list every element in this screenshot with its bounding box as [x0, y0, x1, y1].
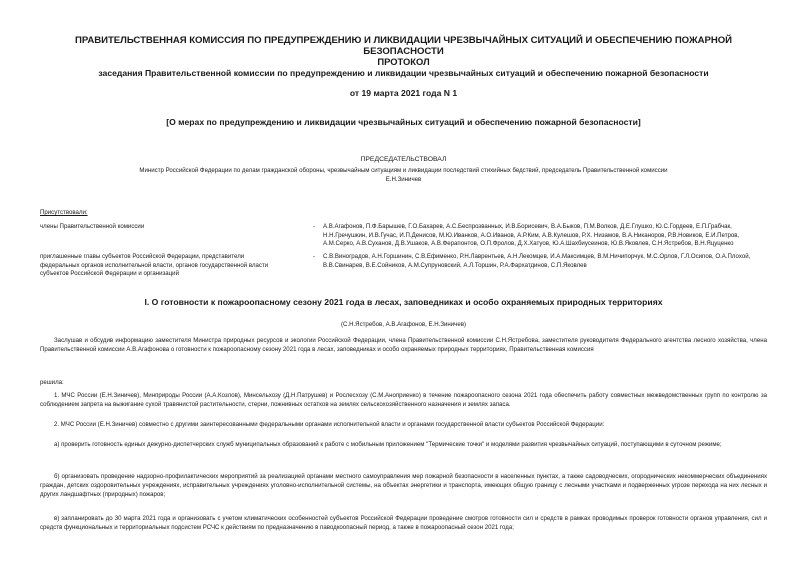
paragraph-2: 2. МЧС России (Е.Н.Зиничев) совместно с другими заинтересованными федеральными органами исполнительной власти и органами государственной власти субъектов Российской Федерации:	[54, 421, 605, 428]
attendance-row-label: приглашенные главы субъектов Российской Федерации, представители федеральных органов исполнительной власти, органов государственной власти субъектов Российской Федерации и организаций	[40, 253, 269, 278]
intro-paragraph: Заслушав и обсудив информацию заместителя Министра природных ресурсов и экологии Российской Федерации, члена Правительственной комиссии С.Н.Ястребова, заместителя руководителя Федерального агентства лесного хозяйства, члена Правительственной комиссии А.В.Агафонова о готовности к пожароопасному сезону 2021 года в лесах, заповедниках и особо охраняемых природных территориях, Правительственная комиссия	[40, 337, 767, 353]
paragraph-2b: б) организовать проведение надзорно-профилактических мероприятий за реализацией органами местного самоуправления мер пожарной безопасности в населенных пунктах, а также садоводческих, огороднических некоммерческих объединениях граждан, детских оздоровительных учреждениях, исправительных учреждениях уголовно-исполнительной системы, на объектах энергетики и транспорта, имеющих общую границу с лесными участками и подверженных угрозе перехода на них лесных и других ландшафтных (природных) пожаров;	[40, 473, 767, 498]
attendance-row-names: А.В.Агафонов, П.Ф.Барышев, Г.О.Бахарев, А.С.Беспрозванных, И.В.Борисевич, В.А.Быков, П.М.Волков, Д.Е.Глушко, Ю.С.Гордеев, Е.П.Грабчак, Н.Н.Гречушкин, И.В.Гучас, И.П.Денисов, М.Ю.Иванков, А.О.Иванов, А.Р.Ким, А.В.Кулешов, Р.Х. Низамов, В.А.Никаноров, Р.В.Новиков, Е.И.Петров, А.М.Серко, А.В.Суханов, Д.В.Ушаков, А.В.Ферапонтов, О.П.Фролов, Д.Х.Хатуов, Ю.А.Шахбиусеинов, Ю.В.Яковлев, С.Н.Ястребов, В.Н.Яцуценко	[323, 223, 740, 248]
meeting-heading: заседания Правительственной комиссии по предупреждению и ликвидации чрезвычайных ситуаций и обеспечению пожарной безопасности	[98, 68, 709, 78]
protocol-title: ПРОТОКОЛ	[377, 56, 430, 67]
attendance-label: Присутствовали:	[40, 209, 88, 216]
section-title: I. О готовности к пожароопасному сезону 2021 года в лесах, заповедниках и особо охраняемых природных территориях	[144, 297, 663, 307]
paragraph-2a: а) проверить готовность единых дежурно-диспетчерских служб муниципальных образований к работе с мобильным приложением "Термические точки" и моделями развития чрезвычайных ситуаций, поступающими в суточном режиме;	[54, 441, 722, 448]
commission-heading: ПРАВИТЕЛЬСТВЕННАЯ КОМИССИЯ ПО ПРЕДУПРЕЖДЕНИЮ И ЛИКВИДАЦИИ ЧРЕЗВЫЧАЙНЫХ СИТУАЦИЙ И ОБЕСПЕЧЕНИЮ ПОЖАРНОЙ БЕЗОПАСНОСТИ	[75, 35, 732, 57]
presiding-position: Министр Российской Федерации по делам гражданской обороны, чрезвычайным ситуациям и ликвидации последствий стихийных бедствий, председатель Правительственной комиссии	[139, 167, 668, 174]
presiding-name: Е.Н.Зиничев	[385, 176, 422, 183]
paragraph-2v: в) запланировать до 30 марта 2021 года и организовать с учетом климатических особенностей субъектов Российской Федерации проведение смотров готовности сил и средств в рамках проводимых проверок готовности органов управления, сил и средств функциональных и территориальных подсистем РСЧС к действиям по предназначению в паводкоопасный период, а также в пожароопасный сезон 2021 года;	[40, 515, 767, 531]
paragraph-1: 1. МЧС России (Е.Н.Зиничев), Минприроды России (А.А.Козлов), Минсельхозу (Д.Н.Патрушев) и Рослесхозу (С.М.Аноприенко) в течение пожароопасного сезона 2021 года обеспечить работу совместных межведомственных групп по контролю за соблюдением запрета на выжигание сухой травянистой растительности, стерни, пожнивных остатков на землях сельскохозяйственного назначения и землях запаса.	[40, 392, 767, 408]
protocol-subject: [О мерах по предупреждению и ликвидации чрезвычайных ситуаций и обеспечению пожарной безопасности]	[166, 117, 641, 127]
attendance-row-label: члены Правительственной комиссии	[40, 223, 145, 230]
attendance-row-dash: -	[313, 223, 316, 230]
decided-label: решила:	[40, 379, 64, 386]
attendance-row-dash: -	[313, 253, 316, 260]
protocol-date: от 19 марта 2021 года N 1	[349, 88, 458, 98]
attendance-row-names: С.В.Виноградов, А.Н.Горшинин, С.В.Ефименко, Р.Н.Лаврентьев, А.Н.Лекомцев, И.А.Максимцев, В.М.Ничипорчук, М.С.Орлов, Г.Л.Осипов, О.А.Плохой, В.В.Свинарев, В.Е.Сойников, А.М.Супруновский, А.Л.Торшин, Р.А.Фархатдинов, С.П.Яковлев	[323, 253, 751, 269]
section-speakers: (С.Н.Ястребов, А.В.Агафонов, Е.Н.Зиничев)	[340, 321, 467, 328]
presiding-title: ПРЕДСЕДАТЕЛЬСТВОВАЛ	[360, 156, 447, 163]
